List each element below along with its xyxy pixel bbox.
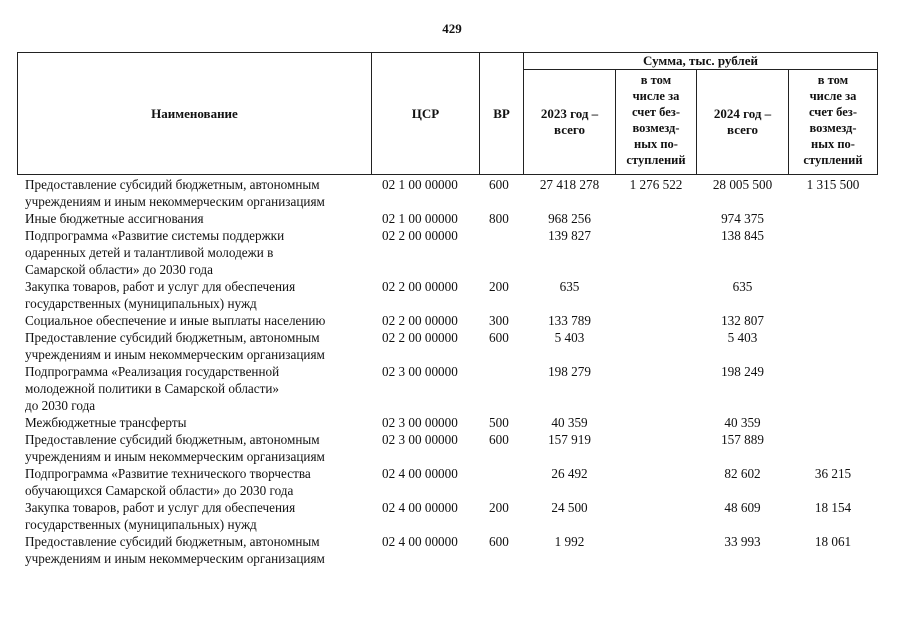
row-name-line: Предоставление субсидий бюджетным, автономным [25,177,320,192]
row-name-line: учреждениям и иным некоммерческим организациям [25,551,325,566]
row-name-line: одаренных детей и талантливой молодежи в [25,245,274,260]
row-2024-total: 974 375 [721,211,764,226]
row-2023-total: 24 500 [551,500,588,515]
row-2023-total: 968 256 [548,211,591,226]
row-name-line: учреждениям и иным некоммерческим организациям [25,449,325,464]
row-2024-total: 82 602 [724,466,761,481]
row-name-line: Иные бюджетные ассигнования [25,211,204,226]
row-vr: 300 [489,313,509,328]
row-vr: 600 [489,330,509,345]
header-2024-total-lines [714,106,771,138]
header-line: ступлений [803,153,863,167]
header-line: 2024 год – [713,106,772,121]
row-2023-incl: 1 276 522 [629,177,683,192]
row-name-line: учреждениям и иным некоммерческим организациям [25,347,325,362]
row-csr: 02 4 00 00000 [382,466,458,481]
row-vr: 200 [489,279,509,294]
page-number: 429 [442,21,462,36]
row-name-line: государственных (муниципальных) нужд [25,296,257,311]
header-2023-incl-lines [626,72,685,168]
row-csr: 02 4 00 00000 [382,534,458,549]
header-line: счет без- [632,105,680,119]
row-name-line: Подпрограмма «Развитие системы поддержки [25,228,285,243]
row-name-line: Предоставление субсидий бюджетным, автономным [25,534,320,549]
row-vr: 200 [489,500,509,515]
row-csr: 02 3 00 00000 [382,364,458,379]
row-name-line: Межбюджетные трансферты [25,415,187,430]
header-line: в том [817,73,849,87]
row-vr: 600 [489,534,509,549]
row-csr: 02 2 00 00000 [382,313,458,328]
row-2024-total: 28 005 500 [712,177,773,192]
row-name-line: до 2030 года [25,398,96,413]
row-vr: 800 [489,211,509,226]
header-2024-total [696,69,789,175]
row-name-line: государственных (муниципальных) нужд [25,517,257,532]
row-name-line: обучающихся Самарской области» до 2030 года [25,483,294,498]
row-csr: 02 3 00 00000 [382,432,458,447]
header-line: всего [727,122,758,137]
row-2023-total: 26 492 [551,466,588,481]
row-2024-incl: 18 154 [814,500,852,515]
row-2024-total: 40 359 [724,415,761,430]
row-csr: 02 1 00 00000 [382,177,458,192]
row-2024-total: 132 807 [721,313,764,328]
row-vr: 600 [489,432,509,447]
row-2023-total: 139 827 [548,228,591,243]
row-2024-total: 635 [732,279,753,294]
row-2023-total: 133 789 [548,313,591,328]
header-line: числе за [632,89,680,103]
row-2024-incl: 18 061 [814,534,852,549]
header-name: Наименование [17,52,372,175]
header-line: ных по- [634,137,678,151]
row-2023-total: 27 418 278 [539,177,600,192]
row-csr: 02 2 00 00000 [382,330,458,345]
header-line: счет без- [809,105,857,119]
header-2023-incl [615,69,697,175]
row-csr: 02 1 00 00000 [382,211,458,226]
row-name-line: Предоставление субсидий бюджетным, автономным [25,432,320,447]
row-name-line: Подпрограмма «Развитие технического творчества [25,466,311,481]
header-line: ных по- [811,137,855,151]
header-2024-incl [788,69,878,175]
row-2024-total: 138 845 [721,228,764,243]
row-2024-total: 157 889 [721,432,764,447]
row-2023-total: 635 [559,279,580,294]
header-sum-group: Сумма, тыс. рублей [523,52,878,70]
header-line: возмезд- [809,121,857,135]
row-name-line: Закупка товаров, работ и услуг для обеспечения [25,500,296,515]
row-2024-total: 48 609 [724,500,761,515]
header-line: 2023 год – [540,106,599,121]
row-2023-total: 5 403 [554,330,585,345]
row-2023-total: 157 919 [548,432,591,447]
row-csr: 02 2 00 00000 [382,279,458,294]
row-2023-total: 198 279 [548,364,591,379]
row-vr: 500 [489,415,509,430]
header-csr: ЦСР [371,52,480,175]
header-line: числе за [809,89,857,103]
row-2024-incl: 1 315 500 [806,177,860,192]
row-name-line: Самарской области» до 2030 года [25,262,213,277]
row-2024-total: 33 993 [724,534,761,549]
header-line: всего [554,122,585,137]
row-2024-incl: 36 215 [814,466,852,481]
row-csr: 02 2 00 00000 [382,228,458,243]
row-csr: 02 4 00 00000 [382,500,458,515]
row-name-line: Закупка товаров, работ и услуг для обеспечения [25,279,296,294]
header-2023-total [523,69,616,175]
header-vr: ВР [479,52,524,175]
row-2024-total: 5 403 [727,330,758,345]
row-name-line: Предоставление субсидий бюджетным, автономным [25,330,320,345]
row-csr: 02 3 00 00000 [382,415,458,430]
row-name-line: молодежной политики в Самарской области» [25,381,280,396]
row-2023-total: 40 359 [551,415,588,430]
row-name-line: Социальное обеспечение и иные выплаты населению [25,313,326,328]
row-2024-total: 198 249 [721,364,764,379]
row-2023-total: 1 992 [554,534,585,549]
header-line: возмезд- [632,121,680,135]
header-2024-incl-lines [803,72,862,168]
row-name-line: учреждениям и иным некоммерческим организациям [25,194,325,209]
row-vr: 600 [489,177,509,192]
header-line: в том [640,73,672,87]
header-line: ступлений [626,153,686,167]
header-2023-total-lines [541,106,598,138]
row-name-line: Подпрограмма «Реализация государственной [25,364,280,379]
